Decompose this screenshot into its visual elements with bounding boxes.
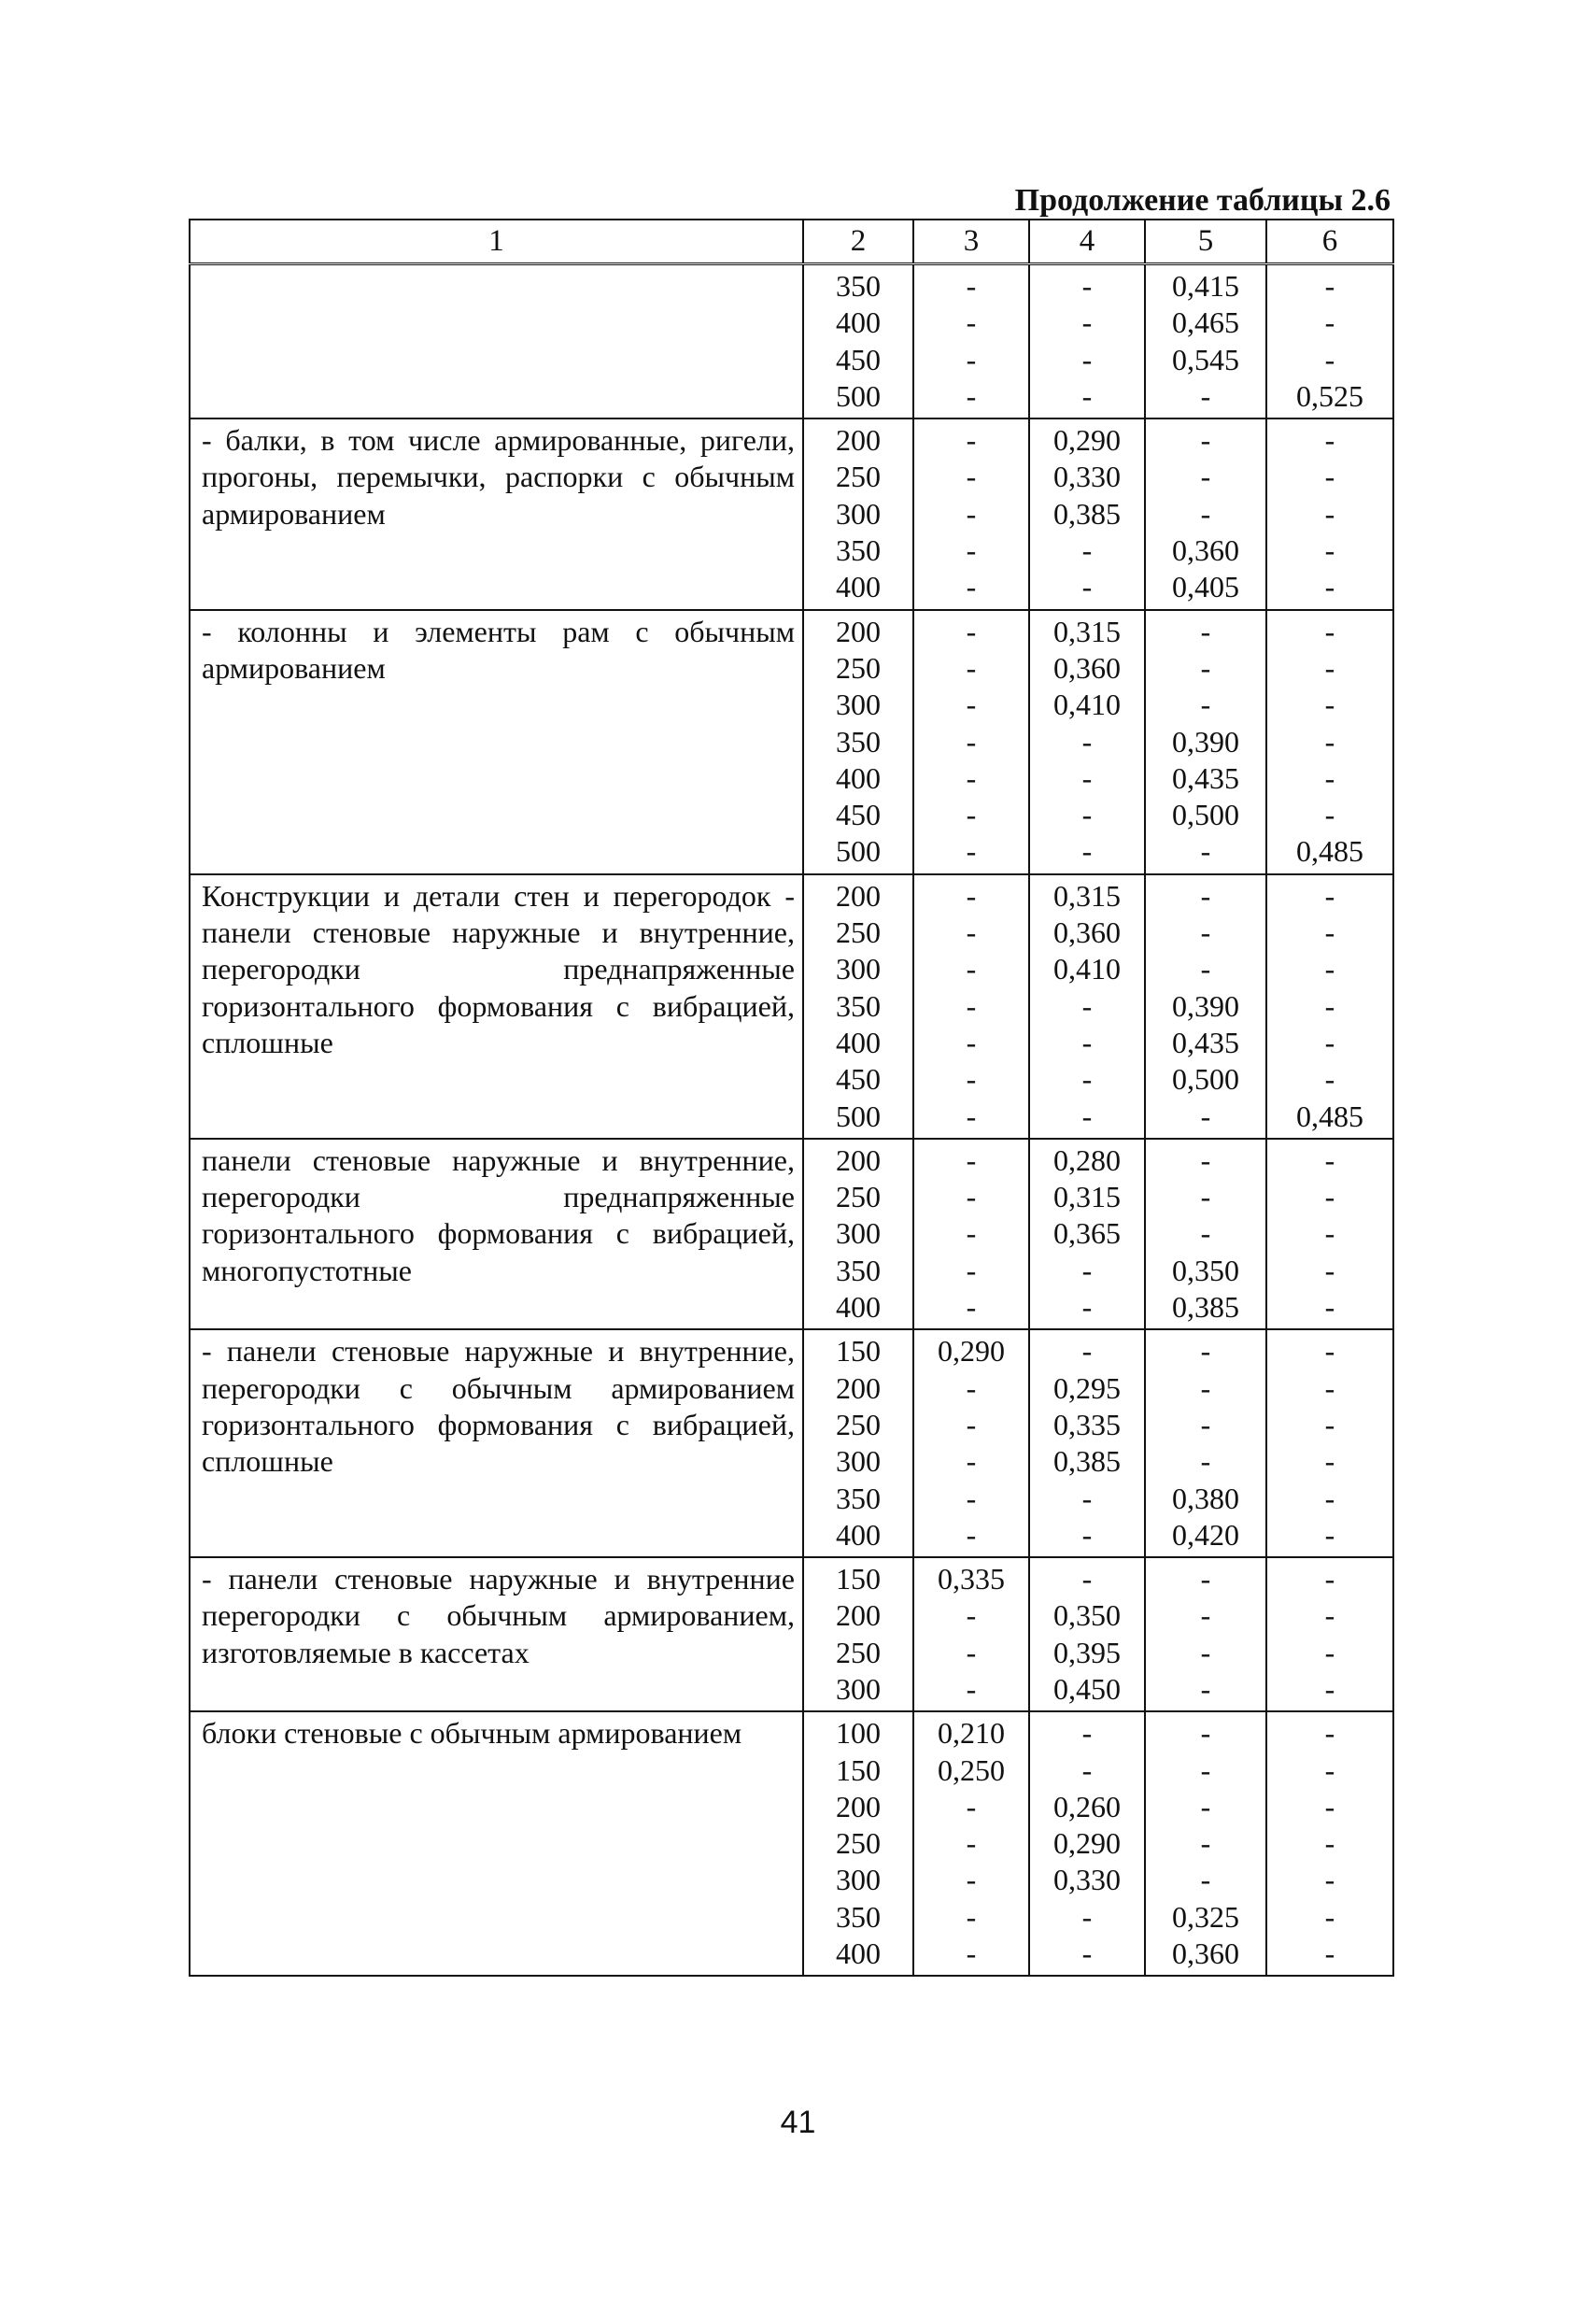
cell-value: 200 — [836, 614, 881, 648]
cell-value: - — [1081, 1253, 1093, 1287]
cell-value: 300 — [836, 1216, 881, 1251]
cell-value: 300 — [836, 1863, 881, 1897]
cell-value: 0,385 — [1172, 1290, 1239, 1325]
cell-value: - — [1324, 760, 1335, 795]
cell-value: - — [966, 460, 977, 494]
value-cell — [1145, 418, 1266, 609]
cell-value: 250 — [836, 650, 881, 685]
cell-value: - — [1081, 570, 1093, 604]
value-cell — [913, 610, 1029, 874]
cell-value: - — [1081, 269, 1093, 303]
cell-value: - — [1324, 798, 1335, 832]
row-description: - балки, в том числе армированные, ригели, прогоны, перемычки, распорки с обычным армированием — [190, 418, 803, 609]
cell-value: 250 — [836, 915, 881, 950]
cell-value: 200 — [836, 878, 881, 913]
cell-value: - — [1081, 1562, 1093, 1596]
cell-value: - — [966, 650, 977, 685]
cell-value: - — [1324, 269, 1335, 303]
cell-value: - — [966, 1142, 977, 1177]
row-description: Конструкции и детали стен и перегородок - панели стеновые наружные и внутренние, перегородки преднапряженные горизонтального формования с вибрацией, сплошные — [190, 874, 803, 1139]
cell-value: - — [966, 1635, 977, 1669]
cell-value: 400 — [836, 1025, 881, 1059]
cell-value: 0,250 — [938, 1752, 1005, 1787]
cell-value: - — [966, 1370, 977, 1405]
cell-value: 500 — [836, 834, 881, 869]
cell-value: 0,290 — [1053, 1826, 1121, 1861]
cell-value: - — [1324, 1716, 1335, 1751]
column-header: 4 — [1029, 220, 1145, 264]
table-caption: Продолжение таблицы 2.6 — [1014, 183, 1391, 218]
cell-value: 450 — [836, 342, 881, 376]
cell-value: - — [1324, 1752, 1335, 1787]
cell-value: - — [966, 1407, 977, 1441]
value-cell — [1266, 1329, 1393, 1557]
column-header: 3 — [913, 220, 1029, 264]
cell-value: - — [1200, 1142, 1211, 1177]
cell-value: 0,410 — [1053, 952, 1121, 986]
cell-value: - — [1081, 1517, 1093, 1552]
cell-value: 0,360 — [1172, 1936, 1239, 1971]
value-cell — [913, 874, 1029, 1139]
cell-value: - — [966, 269, 977, 303]
cell-value: - — [1324, 1598, 1335, 1633]
cell-value: - — [966, 760, 977, 795]
cell-value: - — [1081, 1099, 1093, 1133]
cell-value: - — [1324, 342, 1335, 376]
cell-value: - — [1081, 760, 1093, 795]
cell-value: 400 — [836, 760, 881, 795]
value-cell — [1145, 610, 1266, 874]
cell-value: 0,545 — [1172, 342, 1239, 376]
cell-value: - — [1324, 1370, 1335, 1405]
cell-value: - — [1324, 1407, 1335, 1441]
cell-value: 0,330 — [1053, 460, 1121, 494]
cell-value: 250 — [836, 1635, 881, 1669]
value-cell — [803, 418, 913, 609]
cell-value: - — [1200, 460, 1211, 494]
cell-value: - — [1324, 614, 1335, 648]
value-cell — [1029, 610, 1145, 874]
cell-value: - — [1200, 423, 1211, 458]
cell-value: 0,465 — [1172, 305, 1239, 340]
cell-value: - — [966, 1517, 977, 1552]
value-cell — [1145, 1329, 1266, 1557]
value-cell — [1145, 1711, 1266, 1976]
cell-value: - — [1200, 1598, 1211, 1633]
cell-value: - — [966, 1863, 977, 1897]
cell-value: - — [1324, 1789, 1335, 1823]
cell-value: - — [966, 1444, 977, 1479]
cell-value: - — [966, 952, 977, 986]
cell-value: 0,290 — [1053, 423, 1121, 458]
cell-value: - — [1324, 460, 1335, 494]
cell-value: 300 — [836, 1444, 881, 1479]
cell-value: - — [966, 1216, 977, 1251]
cell-value: 200 — [836, 1789, 881, 1823]
cell-value: 150 — [836, 1334, 881, 1369]
cell-value: - — [1324, 650, 1335, 685]
cell-value: 0,210 — [938, 1716, 1005, 1751]
cell-value: - — [1324, 688, 1335, 722]
cell-value: 0,390 — [1172, 988, 1239, 1023]
cell-value: 0,330 — [1053, 1863, 1121, 1897]
cell-value: 0,405 — [1172, 570, 1239, 604]
cell-value: - — [966, 1789, 977, 1823]
cell-value: - — [1200, 1370, 1211, 1405]
cell-value: - — [1324, 1826, 1335, 1861]
cell-value: - — [1200, 1099, 1211, 1133]
cell-value: - — [966, 1826, 977, 1861]
cell-value: - — [966, 1899, 977, 1934]
cell-value: - — [1081, 1334, 1093, 1369]
table-row — [190, 1711, 1393, 1976]
cell-value: 250 — [836, 1826, 881, 1861]
value-cell — [803, 1329, 913, 1557]
table-row — [190, 418, 1393, 609]
cell-value: - — [966, 423, 977, 458]
cell-value: 0,485 — [1296, 834, 1363, 869]
cell-value: - — [966, 342, 977, 376]
row-description: - колонны и элементы рам с обычным армированием — [190, 610, 803, 874]
table-row — [190, 874, 1393, 1139]
cell-value: - — [1200, 1752, 1211, 1787]
cell-value: - — [966, 878, 977, 913]
cell-value: 0,260 — [1053, 1789, 1121, 1823]
cell-value: - — [1324, 988, 1335, 1023]
value-cell — [913, 1139, 1029, 1329]
cell-value: - — [1081, 1481, 1093, 1515]
cell-value: - — [966, 378, 977, 413]
cell-value: - — [1324, 1142, 1335, 1177]
row-description — [190, 264, 803, 419]
value-cell — [1266, 1557, 1393, 1711]
cell-value: 0,435 — [1172, 760, 1239, 795]
cell-value: - — [1081, 1899, 1093, 1934]
cell-value: - — [966, 305, 977, 340]
cell-value: 100 — [836, 1716, 881, 1751]
value-cell — [1029, 1711, 1145, 1976]
cell-value: - — [1324, 952, 1335, 986]
cell-value: - — [1324, 1936, 1335, 1971]
cell-value: 0,435 — [1172, 1025, 1239, 1059]
row-description: блоки стеновые с обычным армированием — [190, 1711, 803, 1976]
cell-value: 0,325 — [1172, 1899, 1239, 1934]
value-cell — [1029, 1557, 1145, 1711]
cell-value: - — [1081, 1716, 1093, 1751]
cell-value: - — [1081, 342, 1093, 376]
value-cell — [1029, 874, 1145, 1139]
cell-value: 200 — [836, 1598, 881, 1633]
cell-value: 400 — [836, 570, 881, 604]
value-cell — [803, 1557, 913, 1711]
cell-value: - — [1324, 1062, 1335, 1097]
cell-value: 400 — [836, 305, 881, 340]
value-cell — [803, 1711, 913, 1976]
cell-value: - — [966, 614, 977, 648]
value-cell — [913, 1557, 1029, 1711]
cell-value: 0,360 — [1172, 533, 1239, 568]
cell-value: 0,415 — [1172, 269, 1239, 303]
cell-value: 0,350 — [1172, 1253, 1239, 1287]
value-cell — [1029, 1139, 1145, 1329]
cell-value: - — [1324, 1334, 1335, 1369]
cell-value: - — [1324, 423, 1335, 458]
cell-value: - — [1324, 1635, 1335, 1669]
cell-value: - — [1200, 1826, 1211, 1861]
cell-value: 0,335 — [1053, 1407, 1121, 1441]
cell-value: 250 — [836, 460, 881, 494]
cell-value: 350 — [836, 1481, 881, 1515]
cell-value: - — [1324, 533, 1335, 568]
column-header: 2 — [803, 220, 913, 264]
cell-value: 0,525 — [1296, 378, 1363, 413]
cell-value: - — [966, 533, 977, 568]
row-description: - панели стеновые наружные и внутренние, перегородки с обычным армированием горизонтального формования с вибрацией, сплошные — [190, 1329, 803, 1557]
cell-value: 450 — [836, 798, 881, 832]
cell-value: 300 — [836, 496, 881, 531]
cell-value: - — [966, 1062, 977, 1097]
cell-value: - — [1200, 1562, 1211, 1596]
cell-value: - — [1324, 724, 1335, 759]
cell-value: 350 — [836, 1899, 881, 1934]
cell-value: 300 — [836, 952, 881, 986]
cell-value: - — [1081, 378, 1093, 413]
cell-value: - — [966, 688, 977, 722]
value-cell — [803, 1139, 913, 1329]
value-cell — [1266, 610, 1393, 874]
cell-value: 200 — [836, 423, 881, 458]
cell-value: - — [1081, 305, 1093, 340]
value-cell — [803, 264, 913, 419]
cell-value: 350 — [836, 724, 881, 759]
cell-value: 350 — [836, 269, 881, 303]
cell-value: 0,360 — [1053, 650, 1121, 685]
cell-value: - — [1324, 1899, 1335, 1934]
cell-value: 0,450 — [1053, 1671, 1121, 1706]
cell-value: - — [1324, 1671, 1335, 1706]
cell-value: - — [1081, 1062, 1093, 1097]
column-header: 5 — [1145, 220, 1266, 264]
cell-value: 400 — [836, 1936, 881, 1971]
column-header: 1 — [190, 220, 803, 264]
cell-value: - — [966, 1671, 977, 1706]
cell-value: - — [1200, 1789, 1211, 1823]
cell-value: 200 — [836, 1142, 881, 1177]
cell-value: - — [966, 1099, 977, 1133]
cell-value: - — [966, 1598, 977, 1633]
value-cell — [1029, 1329, 1145, 1557]
value-cell — [913, 264, 1029, 419]
value-cell — [803, 874, 913, 1139]
cell-value: - — [1200, 378, 1211, 413]
cell-value: 150 — [836, 1562, 881, 1596]
cell-value: - — [966, 988, 977, 1023]
cell-value: - — [1200, 915, 1211, 950]
cell-value: 450 — [836, 1062, 881, 1097]
cell-value: - — [1200, 1863, 1211, 1897]
cell-value: 350 — [836, 988, 881, 1023]
column-header: 6 — [1266, 220, 1393, 264]
cell-value: 0,295 — [1053, 1370, 1121, 1405]
table-row — [190, 264, 1393, 419]
cell-value: - — [1324, 496, 1335, 531]
cell-value: - — [1081, 1936, 1093, 1971]
cell-value: 0,410 — [1053, 688, 1121, 722]
cell-value: - — [1324, 1444, 1335, 1479]
value-cell — [1145, 1557, 1266, 1711]
row-description: - панели стеновые наружные и внутренние перегородки с обычным армированием, изготовляемые в кассетах — [190, 1557, 803, 1711]
cell-value: 0,315 — [1053, 878, 1121, 913]
cell-value: - — [966, 834, 977, 869]
cell-value: - — [1200, 1180, 1211, 1214]
cell-value: - — [1324, 1517, 1335, 1552]
table-row — [190, 1139, 1393, 1329]
table-row — [190, 1557, 1393, 1711]
cell-value: - — [1200, 1216, 1211, 1251]
cell-value: 400 — [836, 1517, 881, 1552]
cell-value: 0,500 — [1172, 798, 1239, 832]
header-row — [190, 220, 1393, 264]
cell-value: - — [966, 724, 977, 759]
cell-value: - — [1324, 1863, 1335, 1897]
cell-value: - — [1324, 1481, 1335, 1515]
cell-value: 0,290 — [938, 1334, 1005, 1369]
cell-value: - — [1324, 878, 1335, 913]
value-cell — [1266, 264, 1393, 419]
value-cell — [913, 1711, 1029, 1976]
cell-value: 0,395 — [1053, 1635, 1121, 1669]
cell-value: - — [1081, 834, 1093, 869]
cell-value: 350 — [836, 1253, 881, 1287]
cell-value: 0,315 — [1053, 614, 1121, 648]
cell-value: 0,335 — [938, 1562, 1005, 1596]
value-cell — [913, 418, 1029, 609]
cell-value: - — [966, 798, 977, 832]
cell-value: - — [1200, 1671, 1211, 1706]
table-row — [190, 610, 1393, 874]
cell-value: - — [1324, 305, 1335, 340]
cell-value: - — [1200, 614, 1211, 648]
cell-value: 0,390 — [1172, 724, 1239, 759]
cell-value: - — [1200, 1407, 1211, 1441]
value-cell — [803, 610, 913, 874]
cell-value: 500 — [836, 378, 881, 413]
cell-value: 0,485 — [1296, 1099, 1363, 1133]
cell-value: 0,350 — [1053, 1598, 1121, 1633]
cell-value: - — [1200, 834, 1211, 869]
cell-value: - — [1324, 1562, 1335, 1596]
value-cell — [1029, 418, 1145, 609]
cell-value: - — [966, 1290, 977, 1325]
cell-value: 0,420 — [1172, 1517, 1239, 1552]
cell-value: - — [1081, 1025, 1093, 1059]
cell-value: 150 — [836, 1752, 881, 1787]
value-cell — [1266, 874, 1393, 1139]
cell-value: - — [1081, 798, 1093, 832]
cell-value: - — [1324, 1180, 1335, 1214]
cell-value: - — [1200, 496, 1211, 531]
cell-value: 300 — [836, 1671, 881, 1706]
cell-value: - — [966, 1481, 977, 1515]
cell-value: 250 — [836, 1180, 881, 1214]
cell-value: - — [1081, 988, 1093, 1023]
cell-value: - — [966, 1253, 977, 1287]
value-cell — [1145, 874, 1266, 1139]
cell-value: 0,500 — [1172, 1062, 1239, 1097]
data-table — [189, 219, 1394, 1977]
value-cell — [1029, 264, 1145, 419]
cell-value: - — [1200, 1716, 1211, 1751]
cell-value: 200 — [836, 1370, 881, 1405]
value-cell — [1145, 264, 1266, 419]
cell-value: - — [966, 570, 977, 604]
value-cell — [1266, 418, 1393, 609]
cell-value: - — [1081, 1752, 1093, 1787]
value-cell — [1266, 1711, 1393, 1976]
cell-value: - — [966, 496, 977, 531]
cell-value: - — [1200, 878, 1211, 913]
page-number: 41 — [780, 2105, 816, 2140]
cell-value: - — [1324, 570, 1335, 604]
cell-value: - — [1200, 1444, 1211, 1479]
cell-value: - — [966, 1180, 977, 1214]
cell-value: - — [966, 1025, 977, 1059]
table-body — [190, 264, 1393, 1977]
value-cell — [913, 1329, 1029, 1557]
cell-value: 0,315 — [1053, 1180, 1121, 1214]
cell-value: - — [1324, 1290, 1335, 1325]
cell-value: 300 — [836, 688, 881, 722]
cell-value: 0,385 — [1053, 1444, 1121, 1479]
cell-value: - — [1324, 1216, 1335, 1251]
cell-value: 0,385 — [1053, 496, 1121, 531]
cell-value: 0,280 — [1053, 1142, 1121, 1177]
value-cell — [1145, 1139, 1266, 1329]
cell-value: 400 — [836, 1290, 881, 1325]
cell-value: - — [1324, 915, 1335, 950]
value-cell — [1266, 1139, 1393, 1329]
cell-value: - — [966, 915, 977, 950]
cell-value: - — [1200, 650, 1211, 685]
cell-value: - — [1081, 533, 1093, 568]
row-description: панели стеновые наружные и внутренние, перегородки преднапряженные горизонтального формования с вибрацией, многопустотные — [190, 1139, 803, 1329]
cell-value: - — [1200, 1334, 1211, 1369]
cell-value: 350 — [836, 533, 881, 568]
cell-value: - — [1200, 688, 1211, 722]
cell-value: - — [1324, 1025, 1335, 1059]
cell-value: 500 — [836, 1099, 881, 1133]
cell-value: - — [1081, 724, 1093, 759]
cell-value: 0,360 — [1053, 915, 1121, 950]
cell-value: 250 — [836, 1407, 881, 1441]
cell-value: - — [1081, 1290, 1093, 1325]
cell-value: - — [1200, 952, 1211, 986]
cell-value: - — [966, 1936, 977, 1971]
cell-value: - — [1324, 1253, 1335, 1287]
cell-value: 0,380 — [1172, 1481, 1239, 1515]
cell-value: 0,365 — [1053, 1216, 1121, 1251]
table-row — [190, 1329, 1393, 1557]
cell-value: - — [1200, 1635, 1211, 1669]
